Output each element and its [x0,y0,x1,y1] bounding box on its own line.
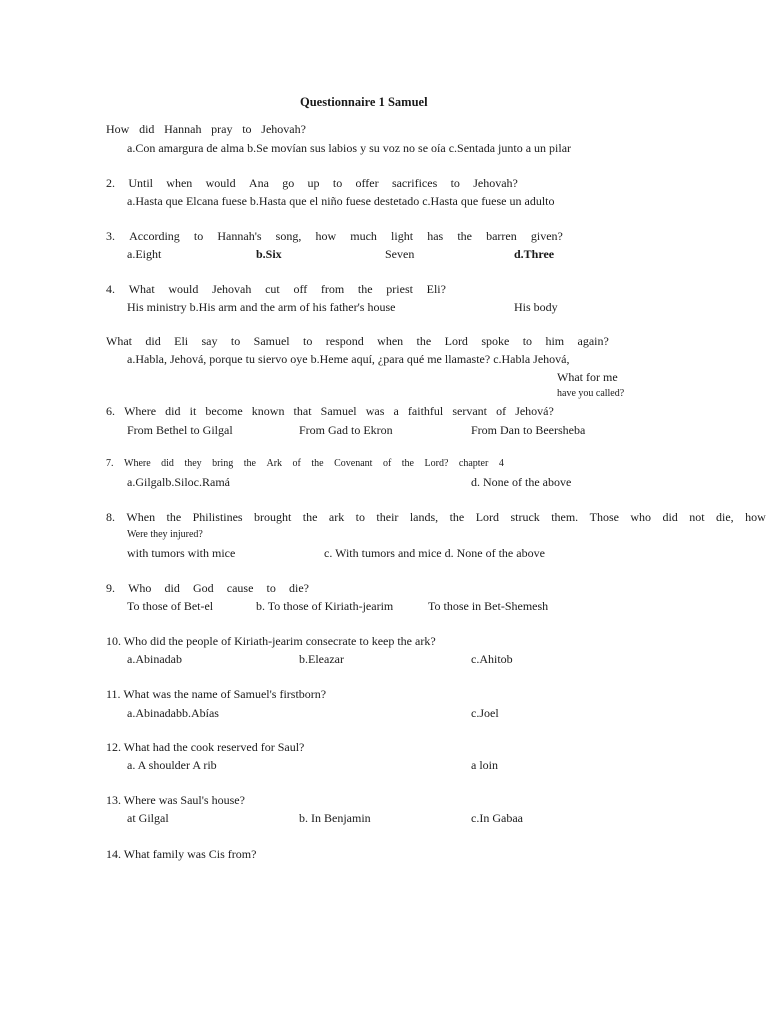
question-3-option-c: Seven [385,247,415,261]
question-word: Philistines [192,510,243,524]
question-1 [106,122,306,136]
question-word: song, [275,229,302,243]
question-word: that [293,404,312,418]
question-word: What [128,282,155,296]
question-word: Those [589,510,619,524]
question-7-option-a: a.Gilgalb.Siloc.Ramá [127,475,230,489]
question-word: 8. [106,510,115,524]
question-word: of [292,458,301,469]
question-word: to [355,510,365,524]
question-word: Jehovah [212,282,252,296]
question-word: to [303,334,313,348]
question-word: Jehovah? [261,122,306,136]
question-word: 9. [106,581,115,595]
question-word: the [457,229,472,243]
question-word: to [522,334,533,348]
question-10-option-b: b.Eleazar [299,652,344,666]
question-4-option-c: His body [514,300,558,314]
question-word: Hannah's [217,229,262,243]
question-word: given? [530,229,563,243]
question-word: they [184,458,202,469]
question-6-option-b: From Gad to Ekron [299,423,393,437]
question-word: them. [551,510,579,524]
question-word: known [251,404,285,418]
question-word: did [161,458,174,469]
question-word: to [242,122,252,136]
question-word: cut [265,282,280,296]
question-13-option-b: b. In Benjamin [299,811,371,825]
question-word: Samuel [253,334,290,348]
question-word: servant [452,404,487,418]
question-word: who [630,510,652,524]
question-word: Eli? [426,282,446,296]
question-9-option-a: To those of Bet-el [127,599,214,613]
question-11-option-c: c.Joel [471,706,499,720]
question-word: Where [124,404,157,418]
question-word: 7. [106,458,114,469]
question-14: 14. What family was Cis from? [106,847,257,861]
question-word: Jehovah? [473,176,518,190]
question-9-option-b: b. To those of Kiriath-jearim [256,599,394,613]
question-word: bring [212,458,234,469]
question-5-options: a.Habla, Jehová, porque tu siervo oye b.Heme aquí, ¿para qué me llamaste? c.Habla Jehová, [127,352,570,366]
question-2-options: a.Hasta que Elcana fuese b.Hasta que el niño fuese destetado c.Hasta que fuese un adulto [127,194,555,208]
question-8 [106,510,766,524]
question-4-option-a: His ministry b.His arm and the arm of his father's house [127,300,396,314]
question-word: of [382,458,392,469]
question-2 [106,176,518,190]
question-word: brought [254,510,292,524]
question-word: When [126,510,156,524]
question-word: 4 [498,458,504,469]
question-word: Eli [174,334,189,348]
question-word: the [357,282,373,296]
question-word: Ana [248,176,269,190]
question-word: the [416,334,432,348]
question-word: their [376,510,399,524]
question-6 [106,404,554,418]
question-word: According [129,229,180,243]
question-5 [106,334,609,348]
question-word: How [106,122,130,136]
question-3-option-b: b.Six [256,247,282,261]
question-word: was [365,404,385,418]
question-word: to [266,581,276,595]
question-word: from [320,282,345,296]
question-8-option-c: c. With tumors and mice d. None of the above [324,546,545,560]
question-word: die? [289,581,309,595]
question-word: What [106,334,132,348]
question-word: respond [325,334,364,348]
question-word: up [307,176,320,190]
question-10: 10. Who did the people of Kiriath-jearim consecrate to keep the ark? [106,634,436,648]
question-word: much [350,229,377,243]
question-word: not [689,510,705,524]
question-word: 6. [106,404,115,418]
question-word: the [243,458,256,469]
question-word: priest [386,282,413,296]
question-word: light [391,229,414,243]
question-word: the [449,510,465,524]
question-12: 12. What had the cook reserved for Saul? [106,740,305,754]
question-12-option-a: a. A shoulder A rib [127,758,217,772]
question-word: Samuel [320,404,357,418]
question-word: the [401,458,414,469]
question-word: say [201,334,218,348]
question-word: to [230,334,241,348]
question-word: has [427,229,444,243]
question-word: struck [510,510,540,524]
question-word: offer [355,176,379,190]
question-word: the [311,458,324,469]
question-word: to [332,176,343,190]
page-title: Questionnaire 1 Samuel [300,95,428,109]
question-word: ark [328,510,345,524]
question-word: how [315,229,337,243]
question-word: it [189,404,197,418]
question-8-continued: Were they injured? [127,529,203,540]
question-word: pray [211,122,233,136]
question-word: did [145,334,161,348]
question-word: how [745,510,766,524]
question-7 [106,457,504,471]
question-word: would [168,282,199,296]
question-13-option-a: at Gilgal [127,811,169,825]
question-5-option-continued: What for me [557,370,618,384]
question-word: 4. [106,282,115,296]
question-word: him [545,334,565,348]
question-word: die, [715,510,734,524]
question-word: 3. [106,229,115,243]
question-word: again? [577,334,609,348]
question-word: to [450,176,460,190]
question-4 [106,282,446,296]
question-word: Jehová? [515,404,554,418]
question-9 [106,581,309,595]
question-word: did [165,404,181,418]
question-1-options: a.Con amargura de alma b.Se movían sus labios y su voz no se oía c.Sentada junto a un pilar [127,141,572,155]
question-word: chapter [458,458,489,469]
question-word: Where [124,458,151,469]
question-3 [106,229,563,243]
question-word: lands, [409,510,439,524]
question-3-option-d: d.Three [514,247,555,261]
question-word: faithful [407,404,444,418]
question-word: spoke [481,334,510,348]
question-word: of [496,404,507,418]
question-8-option-a: with tumors with mice [127,546,236,560]
question-word: Until [128,176,153,190]
question-word: the [302,510,318,524]
question-word: when [166,176,193,190]
question-word: Who [128,581,152,595]
question-word: Ark [266,458,283,469]
question-word: to [193,229,204,243]
question-10-option-a: a.Abinadab [127,652,182,666]
question-word: cause [226,581,254,595]
question-word: did [662,510,678,524]
question-word: Hannah [164,122,202,136]
question-6-option-c: From Dan to Beersheba [471,423,586,437]
question-word: sacrifices [391,176,438,190]
question-word: Covenant [334,458,373,469]
question-13-option-c: c.In Gabaa [471,811,523,825]
question-word: become [205,404,243,418]
question-word: go [282,176,295,190]
question-word: did [139,122,155,136]
question-5-option-continued-2: have you called? [557,388,625,399]
question-word: God [193,581,214,595]
question-word: Lord [475,510,500,524]
question-9-option-c: To those in Bet-Shemesh [428,599,549,613]
question-11-option-a: a.Abinadabb.Abías [127,706,219,720]
question-word: would [205,176,236,190]
question-word: did [164,581,180,595]
question-11: 11. What was the name of Samuel's firstborn? [106,687,327,701]
question-word: when [377,334,404,348]
question-word: a [393,404,399,418]
question-13: 13. Where was Saul's house? [106,793,245,807]
question-word: off [293,282,308,296]
question-word: barren [486,229,517,243]
question-word: the [166,510,182,524]
question-word: Lord [444,334,468,348]
question-word: 2. [106,176,115,190]
question-6-option-a: From Bethel to Gilgal [127,423,233,437]
question-10-option-c: c.Ahitob [471,652,513,666]
question-12-option-c: a loin [471,758,498,772]
question-7-option-d: d. None of the above [471,475,572,489]
question-3-option-a: a.Eight [127,247,162,261]
question-word: Lord? [424,458,449,469]
